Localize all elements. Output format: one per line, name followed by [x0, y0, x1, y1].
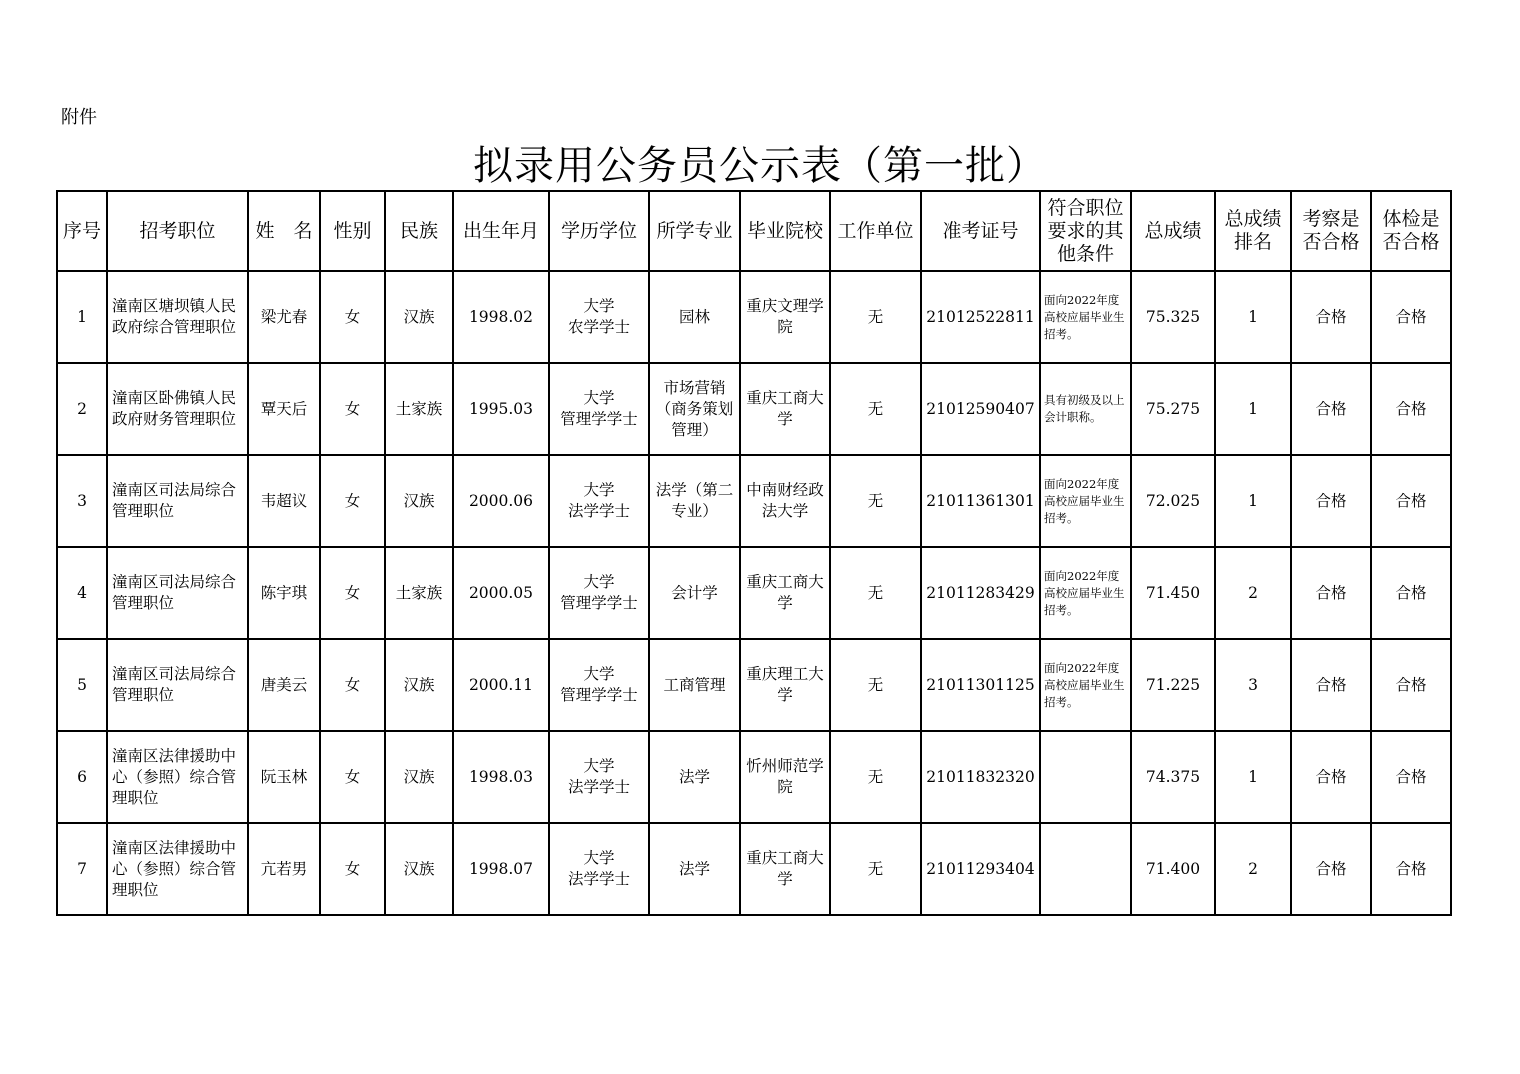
- cell-rank: 1: [1215, 271, 1291, 363]
- cell-degree: 大学 管理学学士: [549, 639, 649, 731]
- cell-ethnicity: 汉族: [385, 731, 453, 823]
- cell-rank: 2: [1215, 547, 1291, 639]
- cell-employer: 无: [830, 639, 921, 731]
- header-score: 总成绩: [1131, 191, 1215, 271]
- header-physical: 体检是 否合格: [1371, 191, 1451, 271]
- cell-name: 陈宇琪: [248, 547, 320, 639]
- cell-gender: 女: [320, 363, 385, 455]
- cell-ethnicity: 汉族: [385, 455, 453, 547]
- cell-conditions: [1040, 823, 1131, 915]
- cell-inspection: 合格: [1291, 271, 1371, 363]
- cell-name: 唐美云: [248, 639, 320, 731]
- cell-conditions: 面向2022年度高校应届毕业生招考。: [1040, 639, 1131, 731]
- cell-inspection: 合格: [1291, 363, 1371, 455]
- header-name: 姓 名: [248, 191, 320, 271]
- cell-score: 71.450: [1131, 547, 1215, 639]
- cell-conditions: [1040, 731, 1131, 823]
- cell-school: 重庆工商大学: [740, 363, 830, 455]
- cell-rank: 3: [1215, 639, 1291, 731]
- cell-employer: 无: [830, 547, 921, 639]
- cell-birth: 1998.03: [453, 731, 549, 823]
- cell-conditions: 具有初级及以上会计职称。: [1040, 363, 1131, 455]
- cell-ticket: 21012522811: [921, 271, 1040, 363]
- cell-degree: 大学 法学学士: [549, 823, 649, 915]
- cell-position: 潼南区司法局综合管理职位: [107, 455, 248, 547]
- cell-conditions: 面向2022年度高校应届毕业生招考。: [1040, 547, 1131, 639]
- cell-employer: 无: [830, 271, 921, 363]
- cell-seq: 3: [57, 455, 107, 547]
- cell-school: 重庆文理学院: [740, 271, 830, 363]
- attachment-label: 附件: [61, 107, 97, 128]
- cell-inspection: 合格: [1291, 639, 1371, 731]
- cell-physical: 合格: [1371, 823, 1451, 915]
- cell-position: 潼南区塘坝镇人民政府综合管理职位: [107, 271, 248, 363]
- header-inspection: 考察是 否合格: [1291, 191, 1371, 271]
- cell-ethnicity: 汉族: [385, 823, 453, 915]
- cell-rank: 1: [1215, 455, 1291, 547]
- cell-conditions: 面向2022年度高校应届毕业生招考。: [1040, 271, 1131, 363]
- cell-gender: 女: [320, 271, 385, 363]
- cell-physical: 合格: [1371, 731, 1451, 823]
- header-gender: 性别: [320, 191, 385, 271]
- cell-rank: 2: [1215, 823, 1291, 915]
- cell-physical: 合格: [1371, 547, 1451, 639]
- table-row: [57, 455, 1451, 547]
- cell-degree: 大学 农学学士: [549, 271, 649, 363]
- cell-major: 工商管理: [649, 639, 740, 731]
- cell-position: 潼南区法律援助中心（参照）综合管理职位: [107, 823, 248, 915]
- cell-major: 法学（第二专业）: [649, 455, 740, 547]
- cell-ethnicity: 土家族: [385, 363, 453, 455]
- table-row: [57, 823, 1451, 915]
- cell-ticket: 21012590407: [921, 363, 1040, 455]
- header-major: 所学专业: [649, 191, 740, 271]
- cell-employer: 无: [830, 731, 921, 823]
- cell-major: 法学: [649, 731, 740, 823]
- header-ethnicity: 民族: [385, 191, 453, 271]
- header-rank: 总成绩 排名: [1215, 191, 1291, 271]
- cell-degree: 大学 法学学士: [549, 455, 649, 547]
- cell-score: 74.375: [1131, 731, 1215, 823]
- cell-birth: 1995.03: [453, 363, 549, 455]
- cell-gender: 女: [320, 731, 385, 823]
- cell-gender: 女: [320, 455, 385, 547]
- cell-school: 重庆工商大学: [740, 823, 830, 915]
- cell-score: 71.400: [1131, 823, 1215, 915]
- cell-position: 潼南区司法局综合管理职位: [107, 547, 248, 639]
- header-ticket: 准考证号: [921, 191, 1040, 271]
- cell-birth: 2000.06: [453, 455, 549, 547]
- header-degree: 学历学位: [549, 191, 649, 271]
- cell-name: 阮玉林: [248, 731, 320, 823]
- cell-score: 72.025: [1131, 455, 1215, 547]
- cell-birth: 2000.05: [453, 547, 549, 639]
- table-row: [57, 271, 1451, 363]
- cell-ethnicity: 汉族: [385, 271, 453, 363]
- cell-ticket: 21011832320: [921, 731, 1040, 823]
- table-header-row: [57, 191, 1451, 271]
- cell-ticket: 21011301125: [921, 639, 1040, 731]
- cell-gender: 女: [320, 547, 385, 639]
- cell-major: 法学: [649, 823, 740, 915]
- cell-major: 市场营销（商务策划管理）: [649, 363, 740, 455]
- cell-name: 覃天后: [248, 363, 320, 455]
- header-conditions: 符合职位 要求的其 他条件: [1040, 191, 1131, 271]
- cell-employer: 无: [830, 455, 921, 547]
- header-birth: 出生年月: [453, 191, 549, 271]
- cell-name: 亢若男: [248, 823, 320, 915]
- cell-ethnicity: 土家族: [385, 547, 453, 639]
- cell-major: 会计学: [649, 547, 740, 639]
- header-position: 招考职位: [107, 191, 248, 271]
- cell-birth: 1998.02: [453, 271, 549, 363]
- cell-physical: 合格: [1371, 455, 1451, 547]
- cell-seq: 1: [57, 271, 107, 363]
- cell-rank: 1: [1215, 731, 1291, 823]
- header-school: 毕业院校: [740, 191, 830, 271]
- cell-score: 71.225: [1131, 639, 1215, 731]
- header-seq: 序号: [57, 191, 107, 271]
- cell-physical: 合格: [1371, 363, 1451, 455]
- cell-name: 梁尤春: [248, 271, 320, 363]
- cell-ticket: 21011293404: [921, 823, 1040, 915]
- cell-seq: 6: [57, 731, 107, 823]
- cell-seq: 4: [57, 547, 107, 639]
- cell-degree: 大学 法学学士: [549, 731, 649, 823]
- document-title: 拟录用公务员公示表（第一批）: [473, 143, 1047, 189]
- table-row: [57, 363, 1451, 455]
- cell-employer: 无: [830, 823, 921, 915]
- cell-seq: 7: [57, 823, 107, 915]
- cell-ethnicity: 汉族: [385, 639, 453, 731]
- cell-employer: 无: [830, 363, 921, 455]
- cell-inspection: 合格: [1291, 731, 1371, 823]
- cell-birth: 2000.11: [453, 639, 549, 731]
- cell-position: 潼南区司法局综合管理职位: [107, 639, 248, 731]
- cell-school: 忻州师范学院: [740, 731, 830, 823]
- cell-school: 中南财经政法大学: [740, 455, 830, 547]
- cell-position: 潼南区法律援助中心（参照）综合管理职位: [107, 731, 248, 823]
- cell-gender: 女: [320, 823, 385, 915]
- candidate-roster-table: [56, 190, 1452, 916]
- cell-score: 75.325: [1131, 271, 1215, 363]
- cell-birth: 1998.07: [453, 823, 549, 915]
- cell-inspection: 合格: [1291, 547, 1371, 639]
- cell-score: 75.275: [1131, 363, 1215, 455]
- cell-gender: 女: [320, 639, 385, 731]
- cell-seq: 5: [57, 639, 107, 731]
- cell-inspection: 合格: [1291, 455, 1371, 547]
- cell-physical: 合格: [1371, 639, 1451, 731]
- cell-inspection: 合格: [1291, 823, 1371, 915]
- cell-seq: 2: [57, 363, 107, 455]
- cell-ticket: 21011283429: [921, 547, 1040, 639]
- table-row: [57, 547, 1451, 639]
- cell-degree: 大学 管理学学士: [549, 547, 649, 639]
- cell-ticket: 21011361301: [921, 455, 1040, 547]
- table-row: [57, 731, 1451, 823]
- cell-rank: 1: [1215, 363, 1291, 455]
- cell-position: 潼南区卧佛镇人民政府财务管理职位: [107, 363, 248, 455]
- table-row: [57, 639, 1451, 731]
- cell-conditions: 面向2022年度高校应届毕业生招考。: [1040, 455, 1131, 547]
- cell-degree: 大学 管理学学士: [549, 363, 649, 455]
- cell-major: 园林: [649, 271, 740, 363]
- cell-name: 韦超议: [248, 455, 320, 547]
- cell-school: 重庆工商大学: [740, 547, 830, 639]
- header-employer: 工作单位: [830, 191, 921, 271]
- table-body: [57, 271, 1451, 915]
- cell-school: 重庆理工大学: [740, 639, 830, 731]
- cell-physical: 合格: [1371, 271, 1451, 363]
